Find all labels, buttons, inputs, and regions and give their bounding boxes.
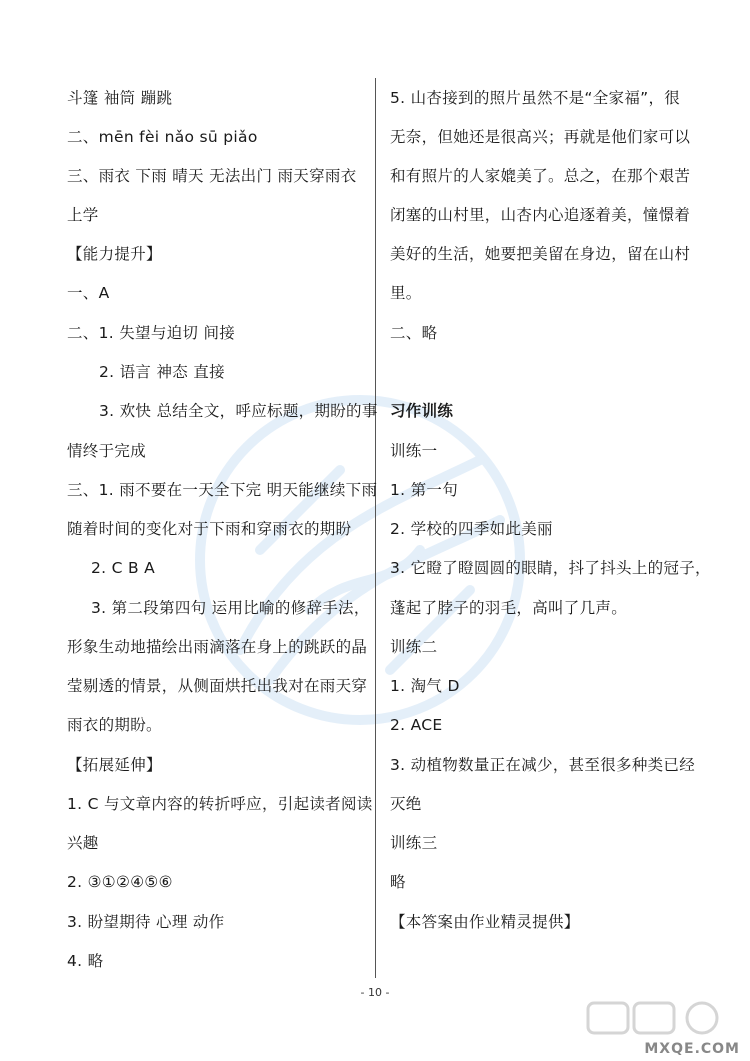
answer-line: 2. 学校的四季如此美丽 — [390, 520, 553, 538]
section-heading: 【能力提升】 — [67, 245, 162, 263]
answer-line: 二、略 — [390, 324, 438, 342]
answer-line: 蓬起了脖子的羽毛，高叫了几声。 — [390, 599, 628, 617]
credit-line: 【本答案由作业精灵提供】 — [390, 913, 580, 931]
answer-line: 斗篷 袖筒 蹦跳 — [67, 89, 173, 107]
answer-line: 里。 — [390, 284, 422, 302]
answer-line: 略 — [390, 873, 406, 891]
answer-line: 雨衣的期盼。 — [67, 716, 162, 734]
section-heading: 习作训练 — [390, 402, 454, 420]
answer-line: 上学 — [67, 206, 99, 224]
answer-line: 随着时间的变化对于下雨和穿雨衣的期盼 — [67, 520, 352, 538]
training-heading: 训练一 — [390, 442, 438, 460]
answer-line: 1. C 与文章内容的转折呼应，引起读者阅读 — [67, 795, 373, 813]
answer-line: 3. 第二段第四句 运用比喻的修辞手法， — [91, 599, 370, 617]
answer-line: 三、雨衣 下雨 晴天 无法出门 雨天穿雨衣 — [67, 167, 357, 185]
answer-line: 二、mēn fèi nǎo sū piǎo — [67, 128, 258, 146]
answer-line: 一、A — [67, 284, 110, 302]
answer-line: 2. ACE — [390, 716, 443, 734]
page-number: - 10 - — [360, 986, 390, 999]
answer-line: 1. 第一句 — [390, 481, 459, 499]
answer-line: 1. 淘气 D — [390, 677, 460, 695]
answer-line: 5. 山杏接到的照片虽然不是“全家福”，很 — [390, 89, 681, 107]
training-heading: 训练三 — [390, 834, 438, 852]
answer-line: 2. C B A — [91, 559, 156, 577]
answer-line: 3. 盼望期待 心理 动作 — [67, 913, 225, 931]
answer-line: 2. 语言 神态 直接 — [99, 363, 225, 381]
answer-line: 形象生动地描绘出雨滴落在身上的跳跃的晶 — [67, 638, 368, 656]
training-heading: 训练二 — [390, 638, 438, 656]
answer-line: 3. 它瞪了瞪圆圆的眼睛，抖了抖头上的冠子， — [390, 559, 711, 577]
answer-line: 二、1. 失望与迫切 间接 — [67, 324, 236, 342]
section-heading: 【拓展延伸】 — [67, 756, 162, 774]
answer-line: 和有照片的人家媲美了。总之，在那个艰苦 — [390, 167, 691, 185]
answer-line: 三、1. 雨不要在一天全下完 明天能继续下雨 — [67, 481, 378, 499]
column-divider — [375, 78, 376, 978]
answer-line: 2. ③①②④⑤⑥ — [67, 873, 173, 891]
answer-line: 3. 动植物数量正在减少，甚至很多种类已经 — [390, 756, 696, 774]
answer-line: 闭塞的山村里，山杏内心追逐着美，憧憬着 — [390, 206, 691, 224]
answer-line: 无奈，但她还是很高兴；再就是他们家可以 — [390, 128, 691, 146]
answer-line: 美好的生活，她要把美留在身边，留在山村 — [390, 245, 691, 263]
answer-line: 兴趣 — [67, 834, 99, 852]
brand-text: MXQE.COM — [644, 1041, 740, 1057]
answer-line: 4. 略 — [67, 952, 104, 970]
answer-line: 3. 欢快 总结全文，呼应标题，期盼的事 — [99, 402, 378, 420]
answer-line: 情终于完成 — [67, 442, 147, 460]
answer-line: 灭绝 — [390, 795, 422, 813]
answer-line: 莹剔透的情景，从侧面烘托出我对在雨天穿 — [67, 677, 368, 695]
